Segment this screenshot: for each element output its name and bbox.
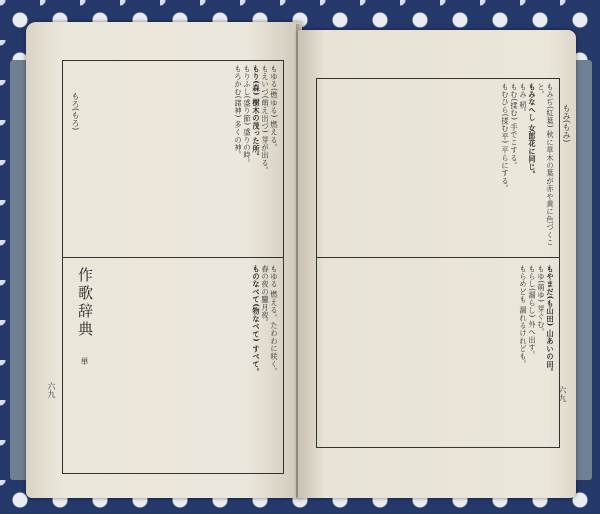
right-entry: もゆ(萌ゆ) 芽ぐむ。 (537, 265, 546, 336)
book-title: 作歌辞典 (76, 267, 94, 339)
left-lower-entries (109, 265, 279, 465)
left-page-frame (62, 60, 284, 474)
right-entry: もらめども 漏れるけれども。 (519, 265, 528, 368)
right-entry: もみぢ(紅葉) 秋に草木の葉が赤や黄に色づくこと。 (537, 83, 555, 247)
right-upper-entries (323, 83, 555, 253)
left-page (26, 22, 302, 498)
right-entry: もみなへし 女郎花に同じ。 (528, 83, 537, 179)
right-entry: もむひら(揉む平) 平らにする。 (501, 83, 510, 193)
right-page-frame (316, 78, 560, 448)
left-entry: もろかむ(諸神) 多くの神。 (234, 65, 243, 160)
right-lower-entries (323, 265, 555, 441)
left-entry: もりふし(盛り節) 盛りの時。 (243, 65, 252, 167)
left-entry: もゆる(燃ゆる) 燃える。 (270, 65, 279, 152)
left-entry: もり(森) 樹木の茂った所。 (252, 65, 261, 161)
right-entry: もむ(揉む) 手でこする。 (510, 83, 519, 170)
right-page-divider (317, 257, 559, 258)
left-entry: もゆる 燃える。たわわに咲く。 (270, 265, 279, 376)
right-page (298, 30, 576, 498)
left-entry: ものなべて(物なべて) すべて。 (252, 265, 261, 376)
left-entry: もえいづ(萌え出づ) 芽が出る。 (261, 65, 270, 175)
right-entry: もやまだ(も山田) 山あいの田。 (546, 265, 555, 376)
right-page-number: 六九 (558, 386, 567, 402)
right-page-header: もみ(もみ) (562, 104, 571, 143)
right-entry: もみ 籾。 (519, 83, 528, 117)
left-page-divider (63, 257, 283, 258)
right-entry: もらし(漏らし) 外へ出す。 (528, 265, 537, 360)
left-upper-entries (69, 65, 279, 253)
left-page-header: もろ(もろ) (71, 92, 80, 131)
book-title-suffix: 単 (80, 357, 89, 365)
left-page-number: 六九 (47, 382, 56, 398)
left-entry: 春の夜の朧月夜。 (261, 265, 270, 327)
